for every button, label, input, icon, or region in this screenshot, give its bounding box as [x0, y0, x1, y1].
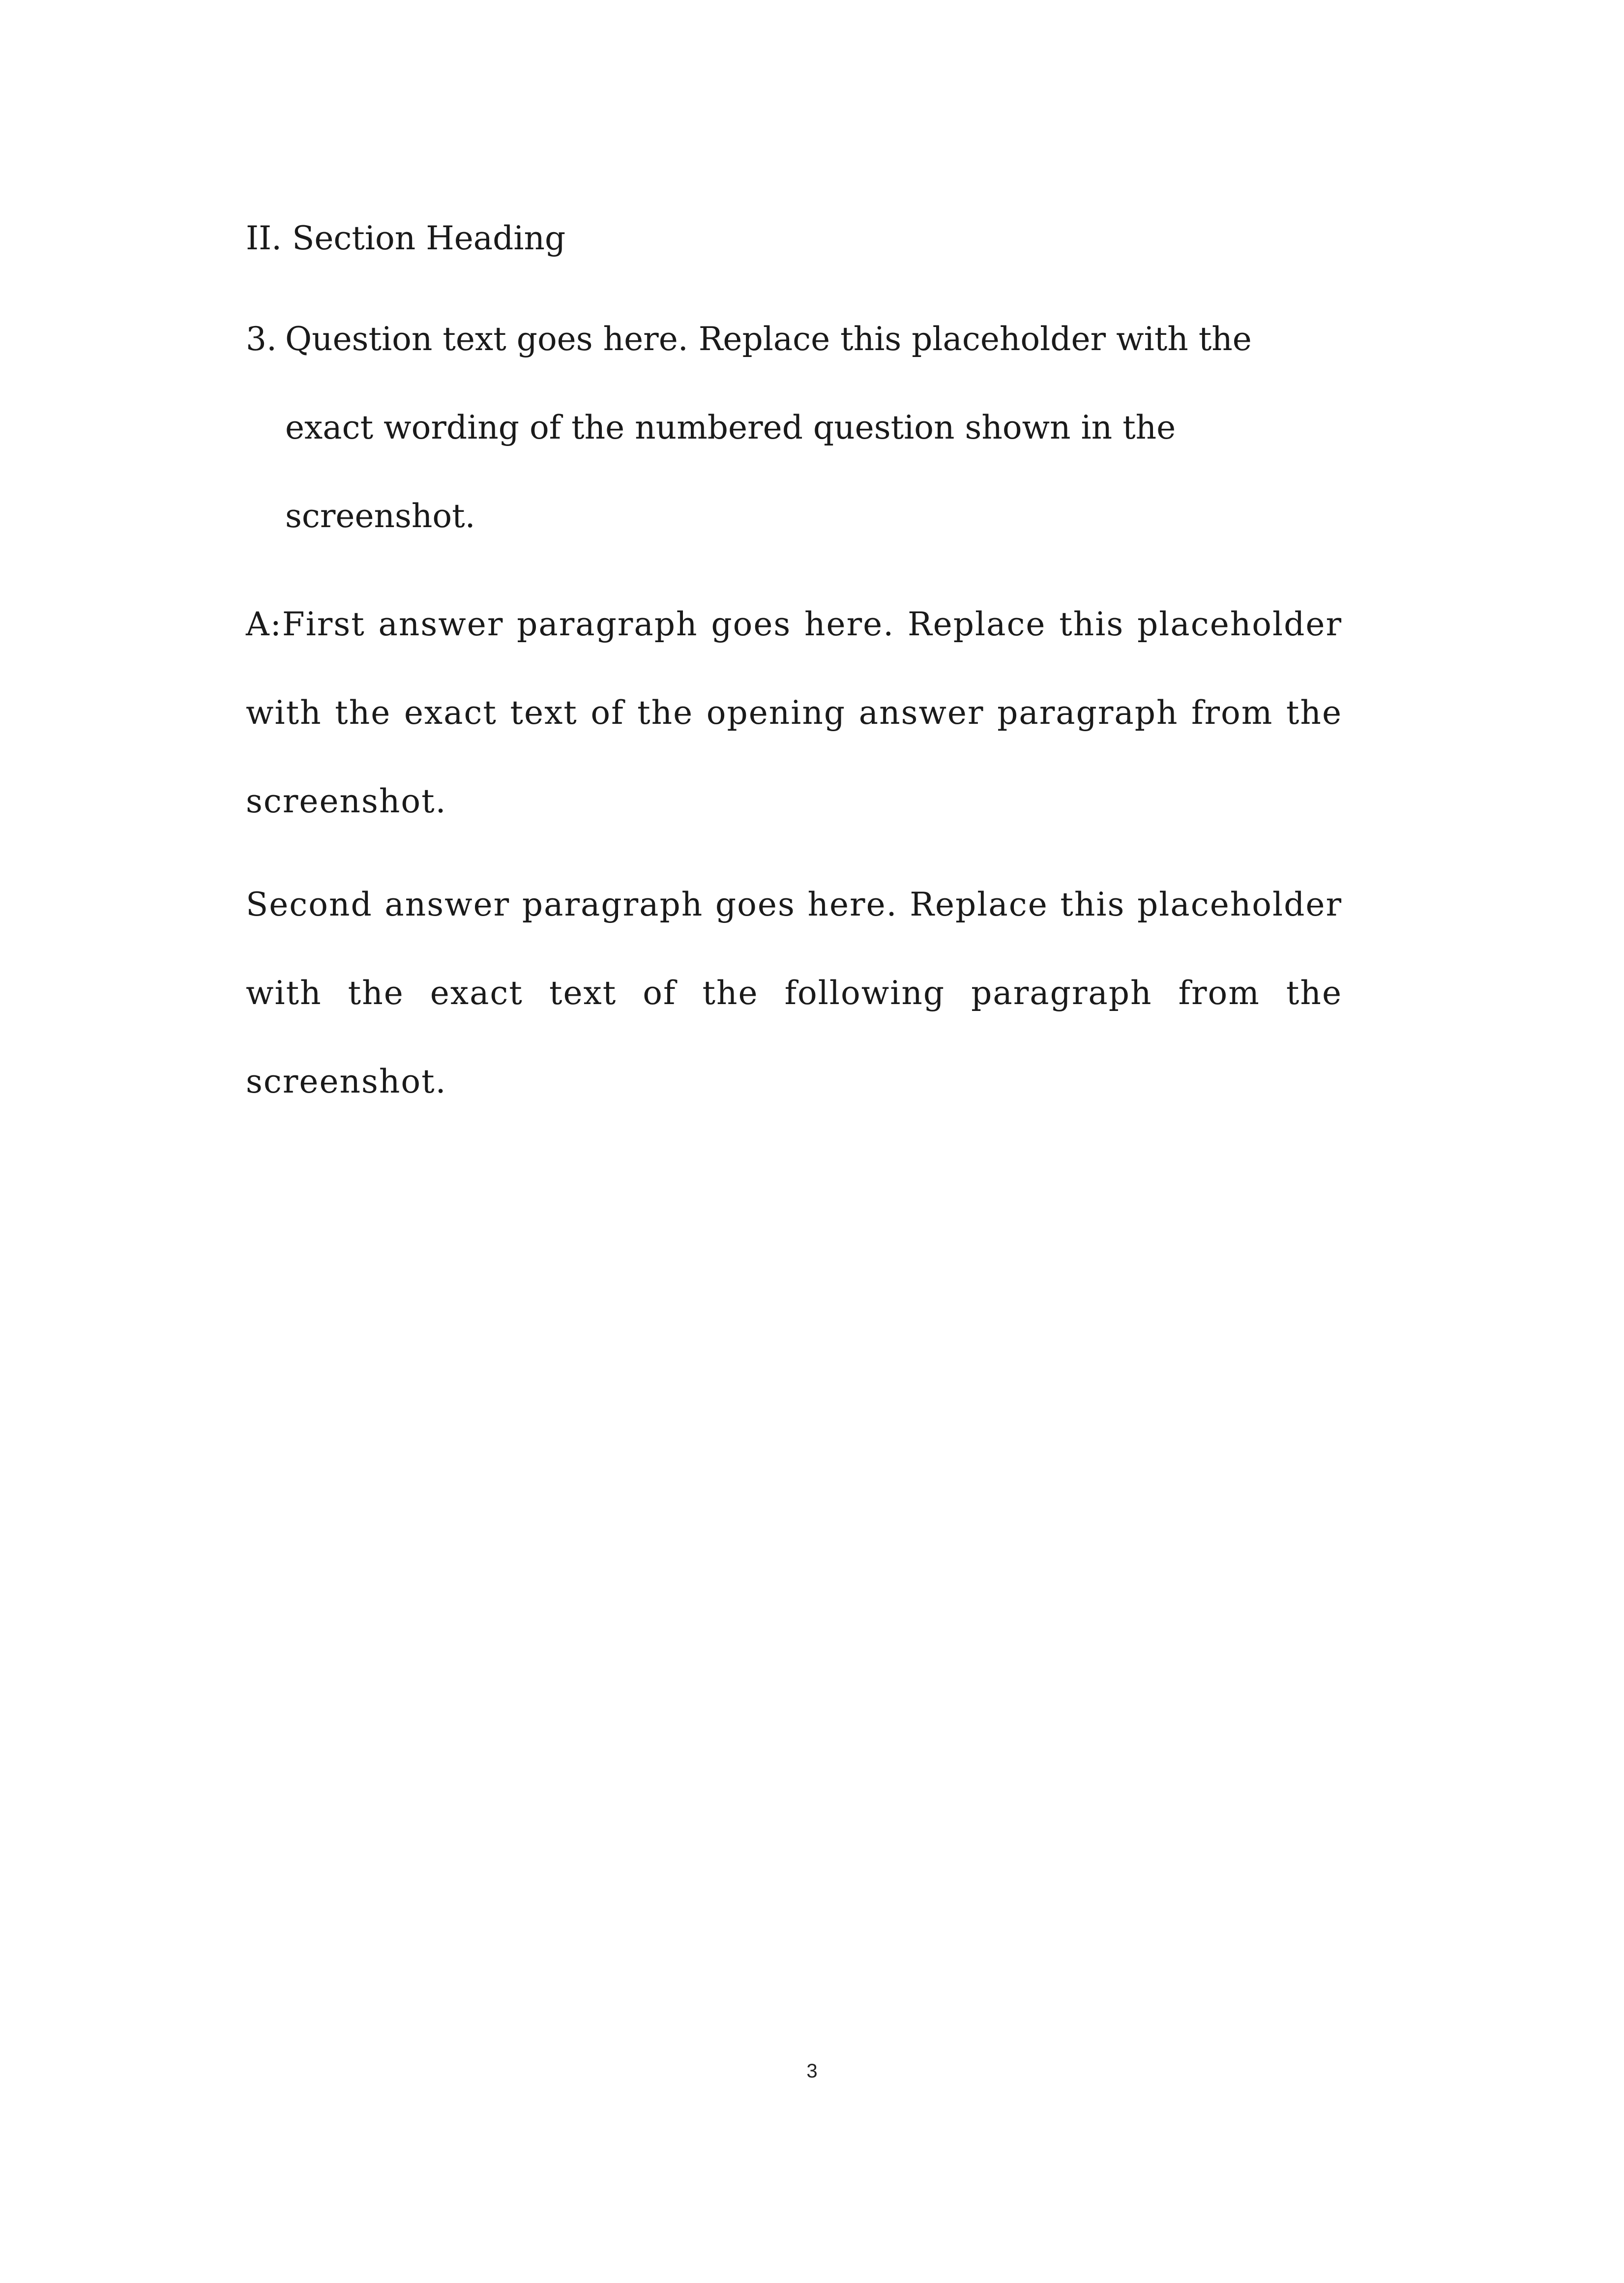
page-number: 3 [806, 2060, 818, 2082]
answer-paragraph-2 [246, 860, 1342, 1126]
answer-paragraph-1 [246, 580, 1342, 846]
answer-label: A: [246, 605, 282, 643]
question [246, 295, 1342, 561]
answer-text: Second answer paragraph goes here. Replace this placeholder with the exact text of the following paragraph from the screenshot. [246, 886, 1342, 1100]
section-heading: II. Section Heading [246, 219, 566, 257]
question-number: 3. [246, 320, 277, 358]
question-text: Question text goes here. Replace this placeholder with the exact wording of the numbered question shown in the screenshot. [285, 320, 1252, 535]
answer-text: First answer paragraph goes here. Replace this placeholder with the exact text of the opening answer paragraph from the screenshot. [246, 605, 1342, 820]
page-content [246, 211, 1342, 1141]
